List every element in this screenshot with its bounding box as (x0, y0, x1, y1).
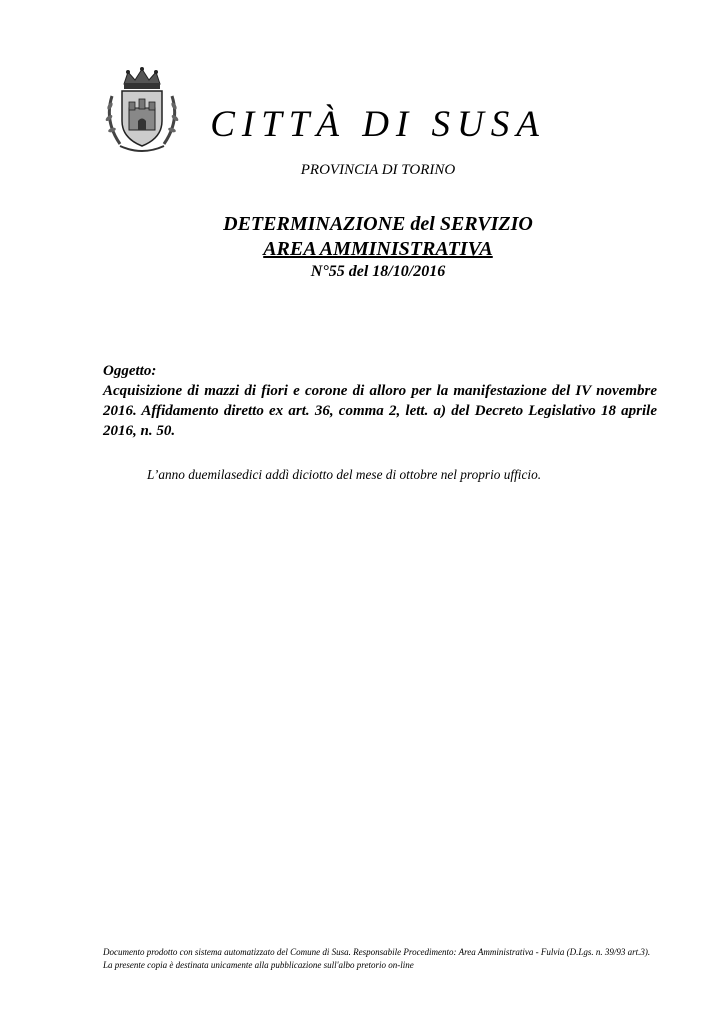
subject-label: Oggetto: (103, 363, 157, 379)
footer-note: Documento prodotto con sistema automatizzato del Comune di Susa. Responsabile Procedimento: Area Amministrativa - Fulvia (D.Lgs. n. 39/93 art.3). La presente copia è destinata unicamente alla pubblicazione sull'albo pretorio on-line (103, 947, 651, 970)
subject-text: Acquisizione di mazzi di fiori e corone di alloro per la manifestazione del IV novembre 2016. Affidamento diretto ex art. 36, comma 2, lett. a) del Decreto Legislativo 18 aprile 2016, n. 50. (103, 383, 657, 439)
determination-area-text: AREA AMMINISTRATIVA (263, 238, 493, 260)
intro-paragraph: L’anno duemilasedici addì diciotto del mese di ottobre nel proprio ufficio. (147, 467, 542, 482)
determination-area (150, 237, 606, 261)
determination-number: N°55 del 18/10/2016 (310, 263, 446, 280)
city-crest-icon (102, 66, 182, 156)
city-title: CITTÀ DI SUSA (210, 104, 546, 145)
determination-title: DETERMINAZIONE del SERVIZIO (223, 213, 533, 235)
province-name: PROVINCIA DI TORINO (300, 162, 456, 178)
